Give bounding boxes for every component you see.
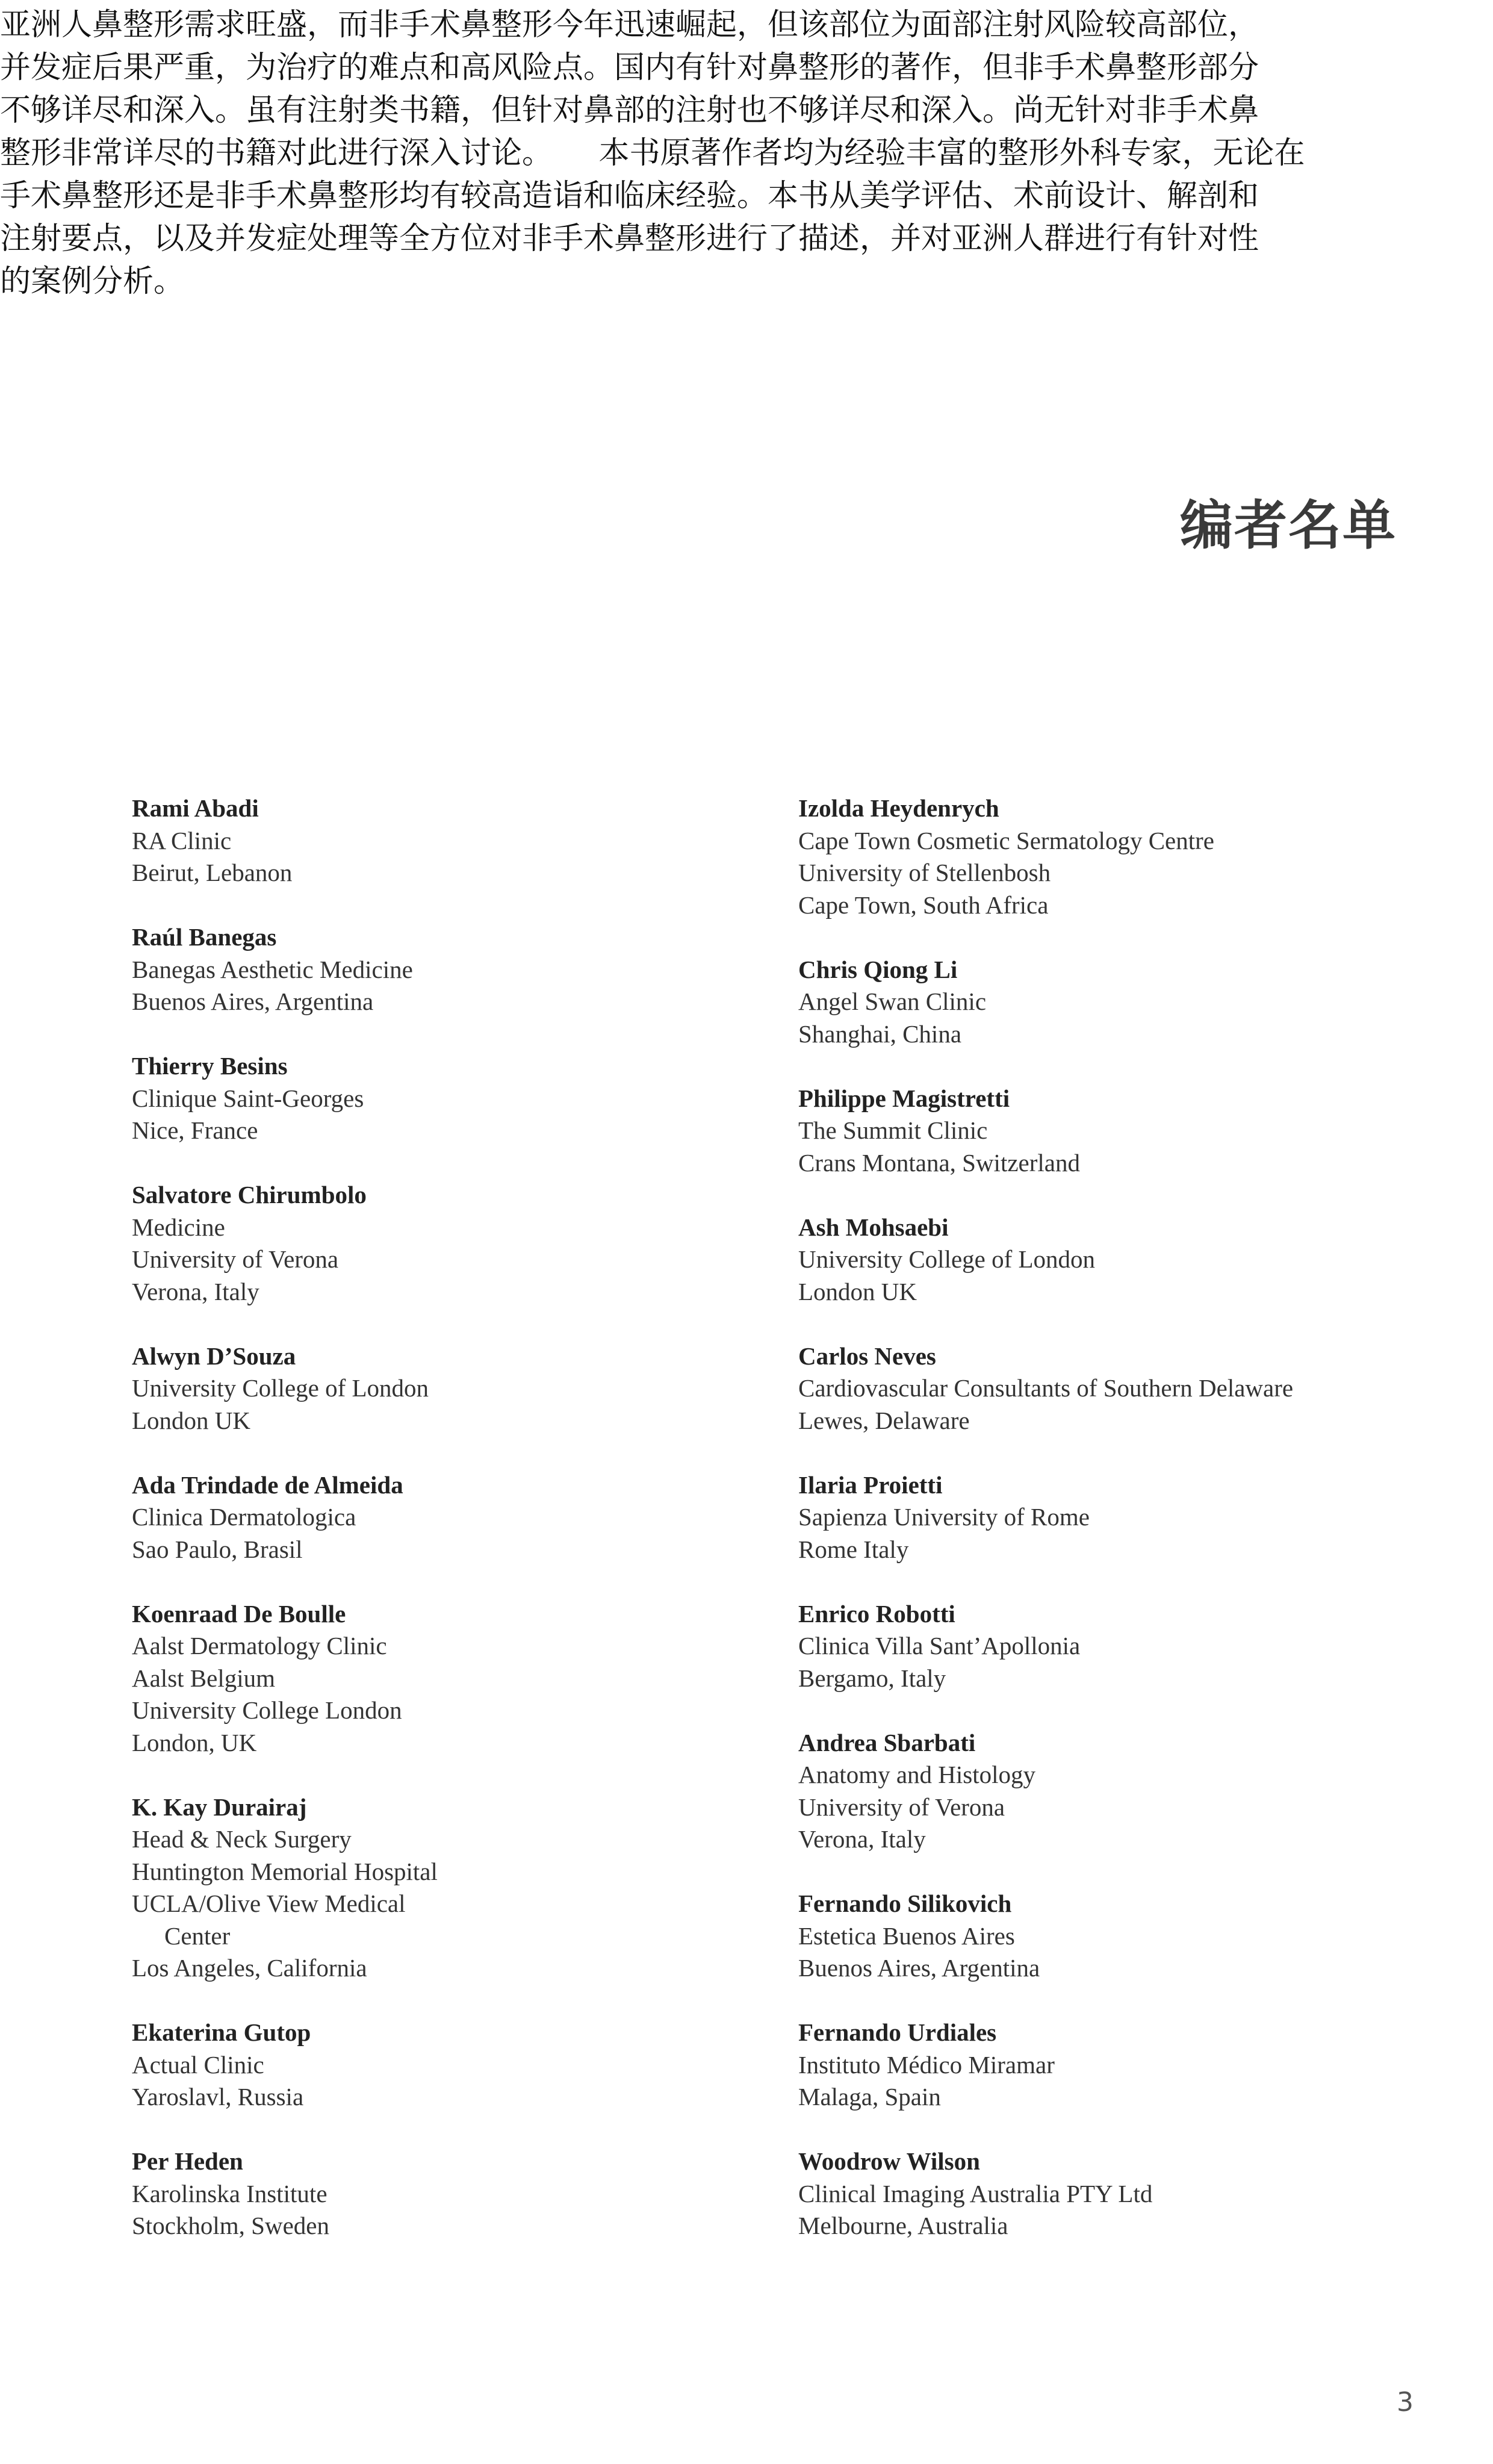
contributor-name: Chris Qiong Li xyxy=(798,955,958,983)
intro-paragraph xyxy=(0,4,1457,303)
affiliation-line: The Summit Clinic xyxy=(798,1116,988,1144)
page-number: 3 xyxy=(1397,2387,1414,2418)
affiliation-line: University of Verona xyxy=(132,1245,339,1273)
affiliation-line: Angel Swan Clinic xyxy=(798,988,987,1015)
contributors-right-column xyxy=(798,792,1460,2274)
contributor-name: Per Heden xyxy=(132,2147,243,2175)
contributor-entry xyxy=(132,2145,764,2242)
contributor-entry xyxy=(798,1083,1460,1180)
contributor-name: Andrea Sbarbati xyxy=(798,1728,976,1756)
affiliation-line: Banegas Aesthetic Medicine xyxy=(132,955,413,983)
affiliation-line: Crans Montana, Switzerland xyxy=(798,1148,1080,1177)
contributor-entry xyxy=(798,1727,1460,1856)
affiliation-line: Karolinska Institute xyxy=(132,2179,327,2207)
affiliation-line: Estetica Buenos Aires xyxy=(798,1921,1015,1950)
contributor-name: Ilaria Proietti xyxy=(798,1470,943,1499)
contributor-name: Salvatore Chirumbolo xyxy=(132,1181,367,1209)
section-title: 编者名单 xyxy=(1179,494,1397,556)
intro-line: 不够详尽和深入。虽有注射类书籍，但针对鼻部的注射也不够详尽和深入。尚无针对非手术鼻 xyxy=(0,93,1259,128)
affiliation-line: Stockholm, Sweden xyxy=(132,2212,329,2239)
contributor-entry xyxy=(798,1469,1460,1566)
affiliation-line: University College of London xyxy=(798,1245,1096,1273)
contributor-name: Izolda Heydenrych xyxy=(798,794,999,822)
contributors-left-column xyxy=(132,792,764,2274)
affiliation-line: Cape Town, South Africa xyxy=(798,891,1049,919)
affiliation-line: Malaga, Spain xyxy=(798,2083,941,2111)
contributor-entry xyxy=(132,1791,764,1985)
intro-line: 的案例分析。 xyxy=(0,264,185,299)
contributor-name: Ekaterina Gutop xyxy=(132,2018,311,2046)
affiliation-line: Aalst Belgium xyxy=(132,1664,276,1692)
affiliation-line: Buenos Aires, Argentina xyxy=(132,988,374,1015)
affiliation-line: Verona, Italy xyxy=(132,1277,259,1305)
affiliation-line: University College of London xyxy=(132,1374,429,1402)
affiliation-line: Actual Clinic xyxy=(132,2050,264,2079)
intro-line: 亚洲人鼻整形需求旺盛，而非手术鼻整形今年迅速崛起，但该部位为面部注射风险较高部位， xyxy=(0,7,1259,43)
contributor-name: Philippe Magistretti xyxy=(798,1084,1010,1112)
affiliation-line: Clinique Saint-Georges xyxy=(132,1084,364,1112)
intro-line: 手术鼻整形还是非手术鼻整形均有较高造诣和临床经验。本书从美学评估、术前设计、解剖和 xyxy=(0,178,1259,214)
affiliation-line: Clinica Dermatologica xyxy=(132,1503,356,1531)
contributor-name: Ash Mohsaebi xyxy=(798,1213,949,1241)
contributor-name: Rami Abadi xyxy=(132,794,259,822)
affiliation-line: Bergamo, Italy xyxy=(798,1664,946,1692)
affiliation-line: Shanghai, China xyxy=(798,1019,962,1048)
affiliation-line: Anatomy and Histology xyxy=(798,1761,1036,1788)
contributor-entry xyxy=(132,1469,764,1566)
contributor-name: Koenraad De Boulle xyxy=(132,1599,346,1628)
contributor-entry xyxy=(132,1340,764,1437)
contributor-name: Alwyn D’Souza xyxy=(132,1342,296,1370)
affiliation-line: Los Angeles, California xyxy=(132,1954,367,1982)
contributor-entry xyxy=(798,2017,1460,2114)
affiliation-line: London UK xyxy=(798,1277,917,1305)
affiliation-line: Sao Paulo, Brasil xyxy=(132,1535,303,1563)
contributor-entry xyxy=(798,1212,1460,1308)
affiliation-line: Yaroslavl, Russia xyxy=(132,2083,304,2111)
affiliation-line: UCLA/Olive View Medical xyxy=(132,1890,406,1917)
contributor-name: K. Kay Durairaj xyxy=(132,1793,307,1821)
affiliation-line: Head & Neck Surgery xyxy=(132,1825,352,1853)
contributor-entry xyxy=(132,792,764,889)
affiliation-line: Melbourne, Australia xyxy=(798,2212,1008,2239)
affiliation-line: Huntington Memorial Hospital xyxy=(132,1857,438,1885)
contributor-name: Enrico Robotti xyxy=(798,1599,955,1628)
contributor-name: Raúl Banegas xyxy=(132,923,277,951)
contributor-entry xyxy=(132,1050,764,1147)
contributor-entry xyxy=(798,1888,1460,1985)
contributor-entry xyxy=(132,921,764,1018)
affiliation-line: Medicine xyxy=(132,1213,225,1241)
contributor-entry xyxy=(798,1598,1460,1695)
affiliation-line: Verona, Italy xyxy=(798,1825,926,1853)
affiliation-line: Cardiovascular Consultants of Southern Delaware xyxy=(798,1374,1294,1402)
affiliation-line: Center xyxy=(164,1921,231,1950)
affiliation-line: University of Verona xyxy=(798,1793,1005,1821)
affiliation-line: Buenos Aires, Argentina xyxy=(798,1954,1040,1982)
affiliation-line: Clinica Villa Sant’Apollonia xyxy=(798,1632,1081,1660)
affiliation-line: Cape Town Cosmetic Sermatology Centre xyxy=(798,826,1214,854)
affiliation-line: RA Clinic xyxy=(132,826,232,854)
contributor-name: Fernando Silikovich xyxy=(798,1890,1012,1917)
affiliation-line: Aalst Dermatology Clinic xyxy=(132,1632,387,1660)
contributor-name: Ada Trindade de Almeida xyxy=(132,1470,403,1499)
affiliation-line: London, UK xyxy=(132,1728,257,1756)
contributor-entry xyxy=(798,2145,1460,2242)
contributor-name: Thierry Besins xyxy=(132,1052,288,1080)
affiliation-line: Beirut, Lebanon xyxy=(132,859,293,886)
contributor-entry xyxy=(798,1340,1460,1437)
affiliation-line: Clinical Imaging Australia PTY Ltd xyxy=(798,2179,1153,2207)
contributor-entry xyxy=(132,1598,764,1759)
contributor-entry xyxy=(132,2017,764,2114)
affiliation-line: University of Stellenbosh xyxy=(798,859,1051,886)
affiliation-line: Sapienza University of Rome xyxy=(798,1503,1090,1531)
contributor-name: Carlos Neves xyxy=(798,1342,936,1370)
contributor-entry xyxy=(132,1179,764,1308)
affiliation-line: Nice, France xyxy=(132,1116,258,1144)
intro-line: 注射要点，以及并发症处理等全方位对非手术鼻整形进行了描述，并对亚洲人群进行有针对性 xyxy=(0,221,1259,257)
intro-line: 整形非常详尽的书籍对此进行深入讨论。 本书原著作者均为经验丰富的整形外科专家，无论在 xyxy=(0,135,1305,171)
contributor-name: Fernando Urdiales xyxy=(798,2018,997,2046)
affiliation-line: London UK xyxy=(132,1406,251,1434)
contributor-entry xyxy=(798,792,1460,921)
contributor-name: Woodrow Wilson xyxy=(798,2147,980,2175)
affiliation-line: Lewes, Delaware xyxy=(798,1406,970,1434)
affiliation-line: Instituto Médico Miramar xyxy=(798,2050,1055,2079)
affiliation-line: Rome Italy xyxy=(798,1535,909,1563)
affiliation-line: University College London xyxy=(132,1696,402,1724)
contributor-entry xyxy=(798,954,1460,1051)
intro-line: 并发症后果严重，为治疗的难点和高风险点。国内有针对鼻整形的著作，但非手术鼻整形部分 xyxy=(0,50,1259,86)
